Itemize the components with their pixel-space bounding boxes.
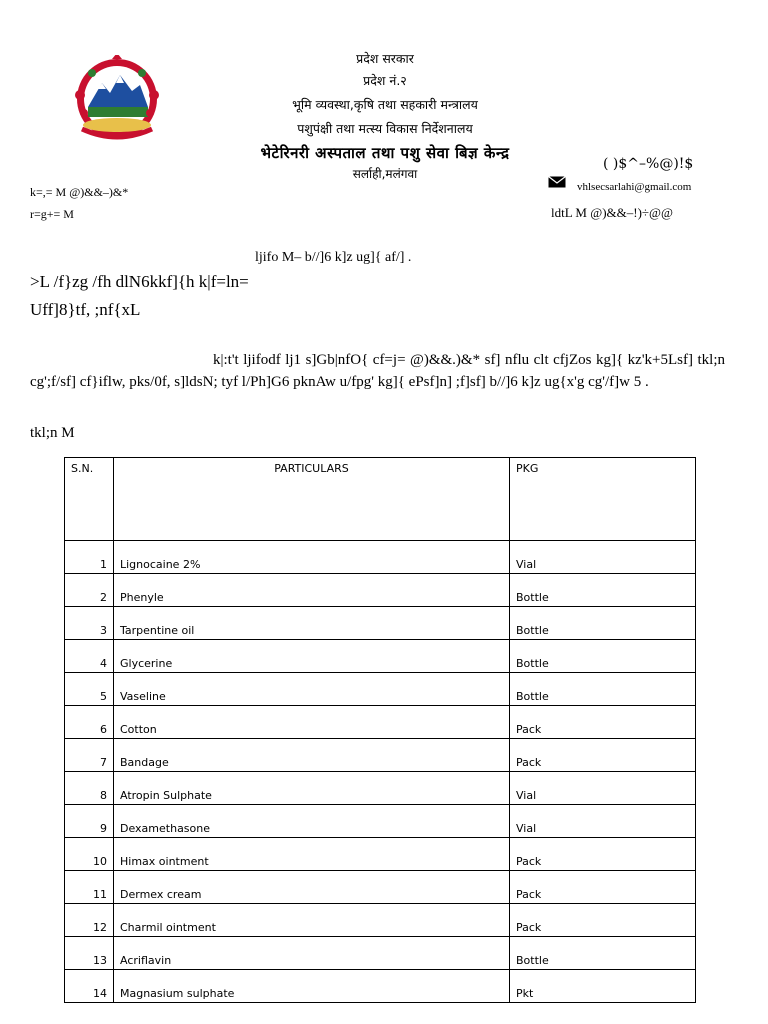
row-particulars: Vaseline [114, 673, 510, 706]
table-row [65, 805, 696, 838]
letter-date: ldtL M @)&&–!)÷@@ [551, 205, 674, 220]
nepal-emblem-icon [62, 55, 172, 145]
row-sn: 5 [65, 673, 114, 706]
row-particulars: Cotton [114, 706, 510, 739]
list-heading: tkl;n M [30, 425, 75, 441]
table-header-row [65, 458, 696, 541]
row-particulars: Magnasium sulphate [114, 970, 510, 1003]
row-pkg: Pack [510, 871, 696, 904]
phone-number: ( )$^–%@)!$ [603, 156, 694, 172]
row-pkg: Vial [510, 541, 696, 574]
row-particulars: Himax ointment [114, 838, 510, 871]
header-sn: S.N. [65, 458, 114, 541]
table-row [65, 937, 696, 970]
header-line-government: प्रदेश सरकार [356, 51, 414, 66]
row-sn: 9 [65, 805, 114, 838]
row-sn: 7 [65, 739, 114, 772]
row-pkg: Bottle [510, 607, 696, 640]
row-pkg: Vial [510, 805, 696, 838]
header-line-location: सर्लाही,मलंगवा [352, 167, 418, 181]
recipient-address: Uff]8}tf, ;nf{xL [30, 300, 141, 319]
table-row [65, 640, 696, 673]
table-row [65, 607, 696, 640]
table-row [65, 739, 696, 772]
email-address[interactable]: vhlsecsarlahi@gmail.com [577, 181, 692, 193]
row-sn: 11 [65, 871, 114, 904]
row-pkg: Pkt [510, 970, 696, 1003]
row-particulars: Phenyle [114, 574, 510, 607]
reference-number: r=g+= M [30, 207, 74, 221]
header-particulars: PARTICULARS [114, 458, 510, 541]
row-sn: 1 [65, 541, 114, 574]
envelope-icon [548, 176, 566, 188]
row-sn: 3 [65, 607, 114, 640]
row-pkg: Bottle [510, 574, 696, 607]
table-row [65, 904, 696, 937]
header-line-ministry: भूमि व्यवस्था,कृषि तथा सहकारी मन्त्रालय [292, 97, 478, 112]
row-sn: 4 [65, 640, 114, 673]
row-sn: 2 [65, 574, 114, 607]
row-sn: 10 [65, 838, 114, 871]
table-row [65, 574, 696, 607]
row-pkg: Pack [510, 904, 696, 937]
row-sn: 13 [65, 937, 114, 970]
letter-subject: ljifo M– b//]6 k]z ug]{ af/] . [255, 250, 412, 265]
table-row [65, 838, 696, 871]
row-pkg: Vial [510, 772, 696, 805]
row-pkg: Pack [510, 838, 696, 871]
row-sn: 12 [65, 904, 114, 937]
row-sn: 8 [65, 772, 114, 805]
items-table [64, 457, 696, 1003]
row-sn: 6 [65, 706, 114, 739]
table-row [65, 706, 696, 739]
header-pkg: PKG [510, 458, 696, 541]
recipient-name: >L /f}zg /fh dlN6kkf]{h k|f=ln= [30, 272, 249, 291]
table-row [65, 871, 696, 904]
table-row [65, 673, 696, 706]
row-particulars: Bandage [114, 739, 510, 772]
letter-body: k|:t't ljifodf lj1 s]Gb|nfO{ cf=j= @)&&.)&* sf] nflu clt cfjZos kg]{ kz'k+5Lsf] tkl;n cg';f/sf] cf}iflw, pks/0f, s]ldsN; tyf l/Ph]G6 pknAw u/fpg' kg]{ ePsf]n] ;f]sf] b//]6 k]z ug{x'g cg'/f]w 5 . [30, 352, 725, 390]
row-particulars: Glycerine [114, 640, 510, 673]
fiscal-year: k=,= M @)&&–)&* [30, 185, 129, 199]
row-pkg: Bottle [510, 937, 696, 970]
row-pkg: Bottle [510, 640, 696, 673]
table-row [65, 541, 696, 574]
header-line-province: प्रदेश नं.२ [363, 73, 407, 88]
row-particulars: Dexamethasone [114, 805, 510, 838]
row-particulars: Lignocaine 2% [114, 541, 510, 574]
row-pkg: Bottle [510, 673, 696, 706]
row-sn: 14 [65, 970, 114, 1003]
row-particulars: Atropin Sulphate [114, 772, 510, 805]
table-row [65, 772, 696, 805]
row-pkg: Pack [510, 739, 696, 772]
row-particulars: Dermex cream [114, 871, 510, 904]
table-row [65, 970, 696, 1003]
row-particulars: Tarpentine oil [114, 607, 510, 640]
header-line-directorate: पशुपंक्षी तथा मत्स्य विकास निर्देशनालय [297, 121, 473, 136]
row-particulars: Acriflavin [114, 937, 510, 970]
header-line-office: भेटेरिनरी अस्पताल तथा पशु सेवा बिज्ञ केन्द्र [260, 144, 510, 162]
row-pkg: Pack [510, 706, 696, 739]
row-particulars: Charmil ointment [114, 904, 510, 937]
